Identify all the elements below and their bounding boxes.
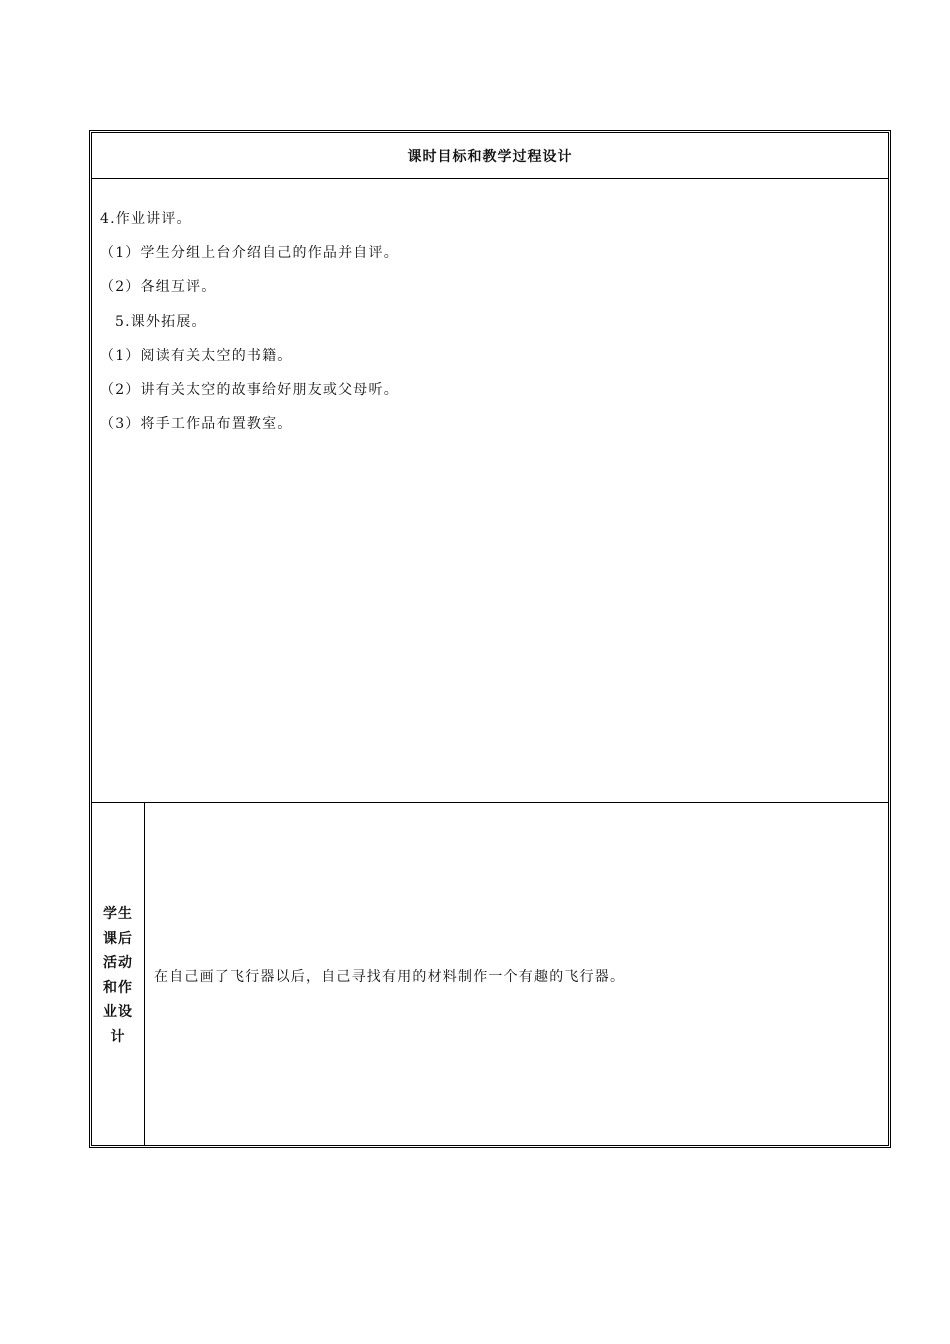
- table-header-title: 课时目标和教学过程设计: [407, 148, 573, 165]
- after-class-row: [92, 803, 888, 1145]
- process-line: （1）阅读有关太空的书籍。: [100, 347, 293, 364]
- lesson-plan-table: [89, 130, 891, 1148]
- teaching-process-list: [100, 209, 399, 448]
- after-class-label-cell: [92, 803, 145, 1145]
- process-line: （2）各组互评。: [100, 279, 217, 296]
- after-class-label: 学生课后活动和作业设计: [103, 906, 133, 1045]
- table-header: [92, 133, 888, 179]
- process-line: （1）学生分组上台介绍自己的作品并自评。: [100, 245, 399, 262]
- process-line: （2）讲有关太空的故事给好朋友或父母听。: [100, 381, 399, 398]
- process-line: 5.课外拓展。: [115, 313, 207, 330]
- after-class-content: 在自己画了飞行器以后，自己寻找有用的材料制作一个有趣的飞行器。: [154, 969, 626, 985]
- teaching-process-cell: [92, 179, 888, 803]
- process-line: （3）将手工作品布置教室。: [100, 416, 293, 433]
- process-line: 4.作业讲评。: [100, 211, 192, 227]
